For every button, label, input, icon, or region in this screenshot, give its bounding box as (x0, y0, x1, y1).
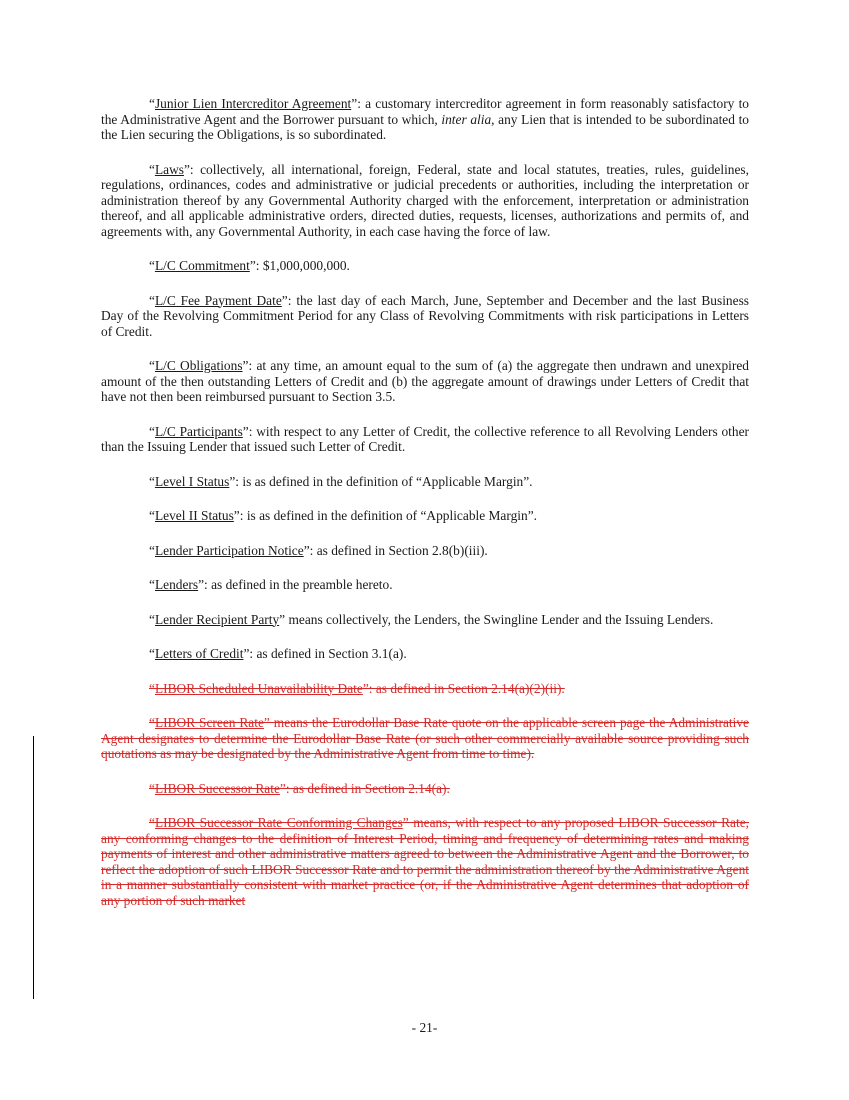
definition-lenders: “Lenders”: as defined in the preamble hereto. (149, 577, 393, 592)
definition-lc-participants: “L/C Participants”: with respect to any Letter of Credit, the collective reference to all Revolving Lenders other than the Issuing Lender that issued such Letter of Credit. (101, 423, 749, 454)
page-number: - 21- (411, 1020, 438, 1035)
definition-lc-obligations: “L/C Obligations”: at any time, an amount equal to the sum of (a) the aggregate then undrawn and unexpired amount of the then outstanding Letters of Credit and (b) the aggregate amount of drawings under Letters of Credit that have not then been reimbursed pursuant to Section 3.5. (101, 358, 750, 404)
deleted-definition-libor-successor-rate-conforming-changes: “LIBOR Successor Rate Conforming Changes” means, with respect to any proposed LIBOR Successor Rate, any conforming changes to the definition of Interest Period, timing and frequency of determining rates and making payments of interest and other administrative matters agreed to between the Administrative Agent and the Borrower, to reflect the adoption of such LIBOR Successor Rate and to permit the administration thereof by the Administrative Agent in a manner substantially consistent with market practice (or, if the Administrative Agent determines that adoption of any portion of such market (101, 815, 749, 908)
definition-laws: “Laws”: collectively, all international, foreign, Federal, state and local statutes, treaties, rules, guidelines, regulations, ordinances, codes and administrative or judicial precedents or authorities, including the interpretation or administration thereof by any Governmental Authority charged with the enforcement, interpretation or administration thereof, and all applicable administrative orders, directed duties, requests, licenses, authorizations and permits of, and agreements with, any Governmental Authority, in each case having the force of law. (101, 161, 749, 239)
defined-term: L/C Participants (154, 423, 243, 439)
definition-lc-fee-payment-date: “L/C Fee Payment Date”: the last day of each March, June, September and December and the last Business Day of the Revolving Commitment Period for any Class of Revolving Commitments with risk participations in Letters of Credit. (101, 292, 749, 339)
defined-term: Junior Lien Intercreditor Agreement (154, 96, 352, 111)
defined-term: Lender Recipient Party (154, 611, 280, 627)
defined-term: Lenders (154, 577, 199, 592)
defined-term: Level I Status (154, 473, 230, 489)
deleted-definition-libor-successor-rate: “LIBOR Successor Rate”: as defined in Section 2.14(a). (149, 780, 450, 796)
definition-lc-commitment: “L/C Commitment”: $1,000,000,000. (149, 258, 350, 273)
deleted-definition-libor-screen-rate: “LIBOR Screen Rate” means the Eurodollar Base Rate quote on the applicable screen page the Administrative Agent designates to determine the Eurodollar Base Rate (or such other commercially available source providing such quotations as may be designated by the Administrative Agent from time to time). (101, 715, 749, 761)
definition-letters-of-credit: “Letters of Credit”: as defined in Section 3.1(a). (149, 646, 407, 661)
deleted-defined-term: LIBOR Screen Rate (154, 715, 264, 730)
defined-term: Level II Status (154, 508, 234, 523)
deleted-definition-libor-scheduled-unavailability-date: “LIBOR Scheduled Unavailability Date”: as defined in Section 2.14(a)(2)(ii). (149, 680, 565, 696)
definition-junior-lien-intercreditor-agreement: “Junior Lien Intercreditor Agreement”: a customary intercreditor agreement in form reasonably satisfactory to the Administrative Agent and the Borrower pursuant to which, inter alia, any Lien that is intended to be subordinated to the Lien securing the Obligations, is so subordinated. (101, 96, 749, 142)
defined-term: Laws (154, 161, 184, 177)
definition-level-ii-status: “Level II Status”: is as defined in the definition of “Applicable Margin”. (149, 508, 537, 523)
document-page (101, 96, 749, 927)
defined-term: L/C Commitment (154, 258, 250, 273)
deleted-defined-term: LIBOR Successor Rate (154, 780, 280, 796)
defined-term: L/C Fee Payment Date (154, 292, 282, 308)
definition-lender-participation-notice: “Lender Participation Notice”: as defined in Section 2.8(b)(iii). (149, 542, 488, 558)
deleted-defined-term: LIBOR Scheduled Unavailability Date (154, 680, 363, 696)
definition-lender-recipient-party: “Lender Recipient Party” means collectively, the Lenders, the Swingline Lender and the Issuing Lenders. (149, 611, 714, 627)
defined-term: L/C Obligations (154, 358, 243, 373)
deleted-defined-term: LIBOR Successor Rate Conforming Changes (154, 815, 403, 830)
italic-phrase: inter alia (441, 111, 492, 127)
defined-term: Letters of Credit (154, 646, 244, 661)
defined-term: Lender Participation Notice (154, 542, 304, 558)
revision-change-bar (33, 736, 34, 999)
definition-level-i-status: “Level I Status”: is as defined in the definition of “Applicable Margin”. (149, 473, 533, 489)
